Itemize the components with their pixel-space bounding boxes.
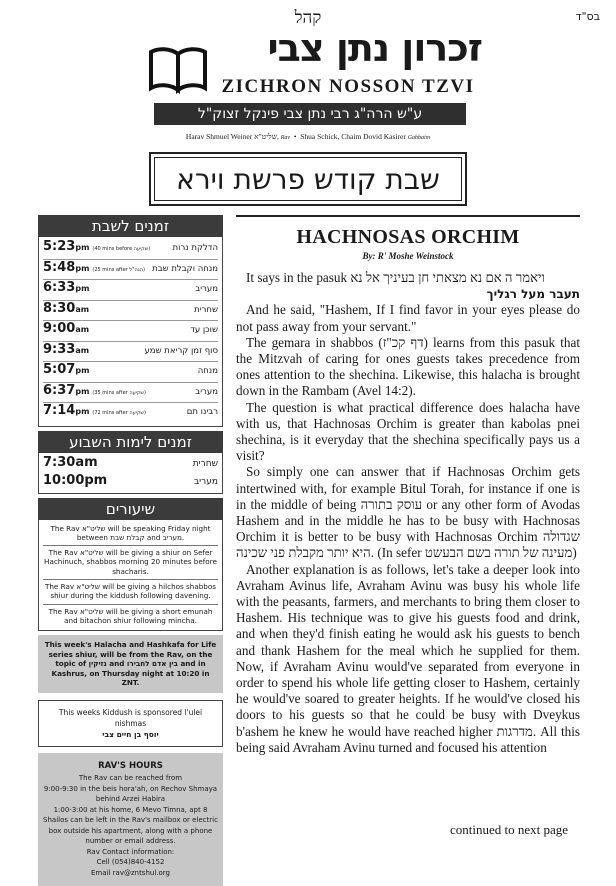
zman-name: מעריב: [195, 284, 218, 294]
shiur-item: The Rav שליט"א will be giving a hilchos shabbos shiur during the kiddush following davening.: [43, 580, 218, 605]
gabbaim-role: Gabbaim: [407, 135, 431, 141]
continued-note: continued to next page: [450, 822, 569, 837]
rav-hours-line: Shailos can be left in the Rav's mailbox or electric box outside his apartment, along with a phone number or email address.: [43, 816, 218, 846]
article-body: [236, 270, 580, 756]
kiddush-box: [38, 700, 223, 747]
zman-name: מנחה וקבלת שבת: [152, 263, 218, 274]
zmanim-row: 6:33pm מעריב: [43, 280, 218, 301]
zmanim-table: [38, 237, 223, 427]
article-paragraph: It says in the pasuk ויאמר ה אם נא מצאתי חן בעיניך אל נא: [246, 270, 545, 285]
article-paragraph: So simply one can answer that if Hachnosas Orchim gets intertwined with, for example Bitul Torah, for instance if one is in the middle of being עוסק בתורה or any other form of Avodas Hashem and in the middle he has to be busy with Hachnosas Orchim it is better to be busy with Hachnosas Orchim שגדולה היא יותר מקבלת פני שכינה. (In sefer מעינה של תורה בשם הבעשט): [236, 464, 580, 561]
rav-name: Harav Shmuel Weiner שליט"א: [185, 132, 278, 141]
zmanim-header: זמנים לשבת: [38, 215, 223, 237]
zman-time: 9:00: [43, 321, 76, 336]
shiurim-list: [38, 520, 223, 632]
zmanim-row: 9:33am סוף זמן קריאת שמע: [43, 342, 218, 363]
parsha-title-box: [149, 152, 467, 206]
rav-role: Rav: [280, 135, 291, 141]
zman-name: שחרית: [194, 304, 218, 315]
zman-time: 6:33: [43, 280, 76, 295]
zman-time: 5:23: [43, 239, 76, 254]
shiur-item: The Rav שליט"א will be speaking Friday night between קבלת שבת and מעריב.: [43, 522, 218, 547]
book-logo-icon: [148, 44, 208, 94]
article-byline: By: R' Moshe Weinstock: [362, 251, 454, 261]
zman-name: רבינו תם: [186, 407, 218, 417]
shiur-item: The Rav שליט"א will be giving a short emunah and bitachon shiur following mincha.: [48, 606, 213, 625]
zmanim-row: 5:07pm מנחה: [43, 362, 218, 383]
zmanim-row: 6:37pm (35 mins after שקיעה) מעריב: [43, 383, 218, 404]
weekday-row: [43, 473, 218, 491]
article-paragraph: תעבר מעל רגליך: [486, 287, 580, 302]
rav-contact-title: Rav Contact information:: [86, 847, 175, 856]
article-paragraph: The gemara in shabbos (דף קכ"ז) learns from this pasuk that the Mitzvah of caring for ones guests takes precedence from ones attention to the shechina. Likewise, this halacha is brought down in the Rambam (Avel 14:2).: [236, 334, 580, 399]
zman-time: 7:14: [43, 403, 76, 418]
weekday-time: 10:00pm: [43, 472, 108, 488]
rav-hours-line: 9:00-9:30 in the beis hora'ah, on Rechov Shmaya behind Arzei Habira: [43, 784, 218, 804]
zman-time: 5:48: [43, 259, 76, 275]
zmanim-row: 5:48pm (25 mins after הנה"ל) מנחה וקבלת שבת: [43, 260, 218, 281]
masthead-english-title: ZICHRON NOSSON TZVI: [221, 76, 475, 97]
shiur-item: The Rav שליט"א will be giving a shiur on Sefer Hachinuch, shabbos morning 20 minutes before shacharis.: [43, 546, 218, 580]
zmanim-row: 9:00am שוכן עד: [43, 321, 218, 342]
staff-line: Harav Shmuel Weiner שליט"א, Rav • Shua Schick, Chaim Dovid Kasirer Gabbaim: [185, 132, 431, 141]
weekday-table: [38, 453, 223, 494]
article-title: HACHNOSAS ORCHIM: [296, 226, 520, 248]
kehal-label: קהל: [294, 8, 322, 28]
article: [236, 215, 580, 756]
article-paragraph: And he said, "Hashem, If I find favor in your eyes please do not pass away from your servant.": [236, 302, 580, 334]
weekday-name: שחרית: [192, 458, 218, 469]
gabbaim-names: Shua Schick, Chaim Dovid Kasirer: [300, 132, 406, 141]
article-paragraph: The question is what practical difference does halacha have with us, that Hachnosas Orchim is greater than kabolas pnei shechina, is it everyday that the shechina specifically pays us a visit?: [236, 399, 580, 464]
zman-time: 6:37: [43, 382, 76, 398]
zman-name: שוכן עד: [190, 325, 218, 335]
kiddush-name: יוסף בן חיים צבי: [102, 729, 159, 739]
halacha-series-note: This week's Halacha and Hashkafa for Life series shiur, will be from the Rav, on the topic of נזיקין and בין אדם לחבירו and in Kashrus, on Thursday night at 10:20 in ZNT.: [38, 635, 223, 693]
weekday-header: זמנים לימות השבוע: [38, 431, 223, 453]
rav-hours-line: The Rav can be reached from: [78, 774, 183, 783]
bsd-mark: בס"ד: [575, 10, 600, 23]
rav-hours-title: RAV'S HOURS: [98, 760, 163, 771]
shiurim-header: שיעורים: [38, 498, 223, 520]
sidebar: [38, 215, 223, 886]
article-top-rule: [236, 215, 580, 217]
rav-cell: Cell (054)840-4152: [96, 858, 165, 867]
zman-time: 8:30: [43, 300, 76, 316]
zman-name: סוף זמן קריאת שמע: [144, 345, 218, 356]
zman-name: הדלקת נרות: [172, 243, 218, 253]
zmanim-row: 8:30am שחרית: [43, 301, 218, 322]
article-paragraph: Another explanation is as follows, let's take a deeper look into Avraham Avinus life, Avraham Avinu was busy his whole life with the peasants, farmers, and merchants to bring them closer to Hashem. His technique was to give his guests food and drink, and when they'd finish eating he would ask his guests to bench and thank Hashem for the meal which he supplied for them. Now, if Avraham Avinu would've separated from everyone in order to spend his whole life getting closer to Hashem, certainly he would've soared to greater heights. If he would've closed his doors to his guests so that he could be busy with Dveykus b'ashem he knew he would have reached higher מדרגות. All this being said Avraham Avinu turned and focused his attention: [236, 561, 581, 755]
zman-name: מעריב: [195, 386, 218, 397]
rav-hours-line: 1:00-3:00 at his home, 6 Mevo Timna, apt 8: [53, 805, 208, 814]
weekday-time: 7:30am: [43, 454, 98, 470]
weekday-row: [43, 455, 218, 473]
parsha-title: שבת קודש פרשת וירא: [154, 157, 462, 201]
rav-email[interactable]: Email rav@zntshul.org: [91, 868, 170, 877]
kiddush-line: This weeks Kiddush is sponsored l'ulei nishmas: [58, 707, 203, 728]
masthead-hebrew-title: זכרון נתן צבי: [267, 26, 482, 70]
zman-time: 5:07: [43, 362, 76, 377]
zmanim-row: 7:14pm (72 mins after שקיעה) רבינו תם: [43, 403, 218, 418]
zman-name: מנחה: [197, 366, 218, 376]
memorial-bar: ע"ש הרה"ג רבי נתן צבי פינקל זצוק"ל: [154, 103, 466, 125]
zmanim-row: 5:23pm (40 mins before שקיעה) הדלקת נרות: [43, 239, 218, 260]
rav-hours-box: [38, 753, 223, 886]
zman-time: 9:33: [43, 341, 76, 357]
weekday-name: מעריב: [193, 476, 218, 487]
